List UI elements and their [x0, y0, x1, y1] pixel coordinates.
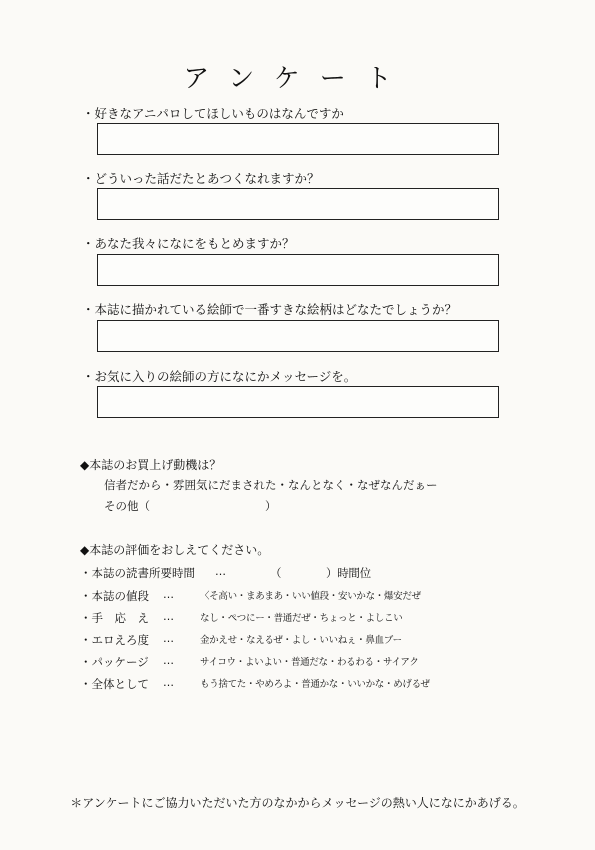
evaluation-row — [80, 588, 520, 602]
evaluation-row-options[interactable]: 〈そ高い・まあまあ・いい値段・安いかな・爆安だぜ — [200, 591, 421, 602]
page-title: アンケート — [183, 64, 412, 94]
evaluation-row-label: ・全体として — [80, 677, 149, 691]
question-1-label: ・好きなアニパロしてほしいものはなんですか — [82, 106, 344, 121]
evaluation-row-options[interactable]: もう捨てた・やめろよ・普通かな・いいかな・めげるぜ — [200, 679, 430, 690]
evaluation-row-options[interactable]: サイコウ・よいよい・普通だな・わるわる・サイアク — [200, 657, 419, 668]
evaluation-row — [80, 654, 520, 668]
evaluation-row — [80, 676, 520, 690]
question-3-answer-box[interactable] — [97, 254, 499, 286]
question-5-label: ・お気に入りの絵師の方になにかメッセージを。 — [82, 369, 357, 384]
purchase-heading: ◆本誌のお買上げ動機は？ — [80, 458, 222, 472]
question-4-label: ・本誌に描かれている絵師で一番すきな絵柄はどなたでしょうか？ — [82, 302, 458, 317]
evaluation-row-label: ・本誌の読書所要時間 — [80, 566, 195, 580]
question-1-answer-box[interactable] — [97, 123, 499, 155]
question-2-label: ・どういった話だたとあつくなれますか？ — [82, 171, 320, 186]
evaluation-row-dots: … — [215, 565, 226, 578]
evaluation-row-dots: … — [163, 676, 174, 689]
evaluation-row-label: ・本誌の値段 — [80, 589, 149, 603]
purchase-options[interactable]: 信者だから・雰囲気にだまされた・なんとなく・なぜなんだぁー — [104, 478, 438, 492]
evaluation-row-dots: … — [163, 632, 174, 645]
evaluation-row-dots: … — [163, 654, 174, 667]
evaluation-row-options[interactable]: なし・ぺつにー・普通だぜ・ちょっと・よしこい — [200, 613, 403, 624]
evaluation-row-label: ・手 応 え — [80, 611, 149, 625]
evaluation-row-dots: … — [163, 610, 174, 623]
evaluation-row-options[interactable]: 金かえせ・なえるぜ・よし・いいねぇ・鼻血ブー — [200, 635, 402, 646]
evaluation-row — [80, 610, 520, 624]
evaluation-row-label: ・エロえろ度 — [80, 633, 149, 647]
evaluation-row-label: ・パッケージ — [80, 655, 149, 669]
question-4-answer-box[interactable] — [97, 320, 499, 352]
evaluation-row-dots: … — [163, 588, 174, 601]
question-3-label: ・あなた我々になにをもとめますか？ — [82, 236, 295, 251]
evaluation-heading: ◆本誌の評価をおしえてください。 — [80, 543, 270, 557]
evaluation-row-options[interactable]: （ ）時間位 — [270, 566, 371, 580]
evaluation-row — [80, 632, 520, 646]
footer-note: ＊アンケートにご協力いただいた方のなかからメッセージの熱い人になにかあげる。 — [70, 796, 525, 810]
question-5-answer-box[interactable] — [97, 386, 499, 418]
question-2-answer-box[interactable] — [97, 188, 499, 220]
purchase-other[interactable]: その他（ ） — [104, 499, 277, 513]
evaluation-row — [80, 565, 520, 579]
